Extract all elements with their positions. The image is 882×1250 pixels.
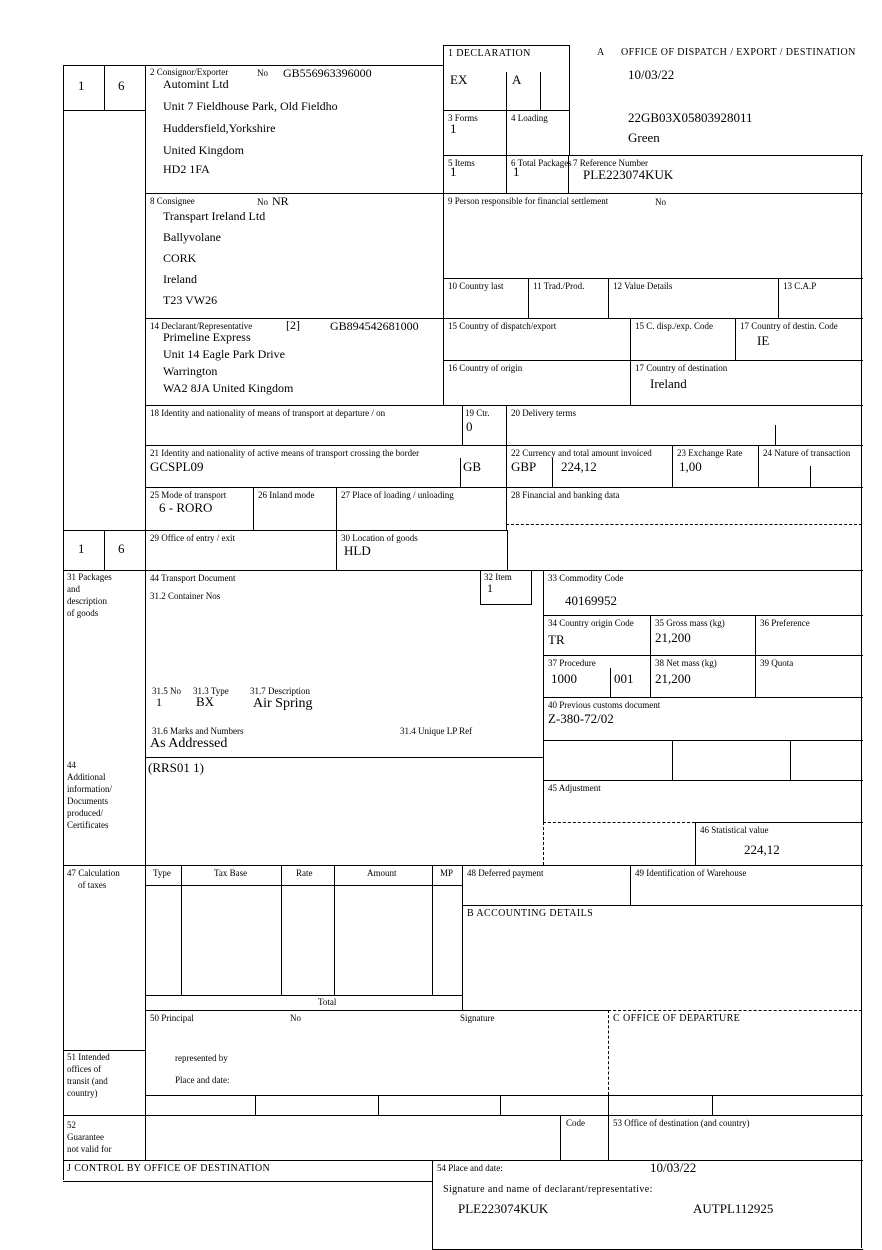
consignee-id: NR bbox=[272, 194, 289, 208]
box-31-4-label: 31.4 Unique LP Ref bbox=[400, 726, 473, 736]
box-41-supplementary-units bbox=[543, 740, 673, 781]
box-54-label: 54 Place and date: bbox=[437, 1163, 503, 1173]
declarant-address-line: Primeline Express bbox=[163, 330, 251, 344]
additional-information: (RRS01 1) bbox=[148, 760, 204, 775]
box-51-label-line: 51 Intended bbox=[67, 1052, 110, 1062]
box-15a-label: 15 C. disp./exp. Code bbox=[635, 321, 713, 331]
invoice-amount: 224,12 bbox=[561, 459, 597, 474]
box-1-label: 1 DECLARATION bbox=[448, 48, 531, 59]
item-number: 1 bbox=[487, 581, 493, 595]
box-53-label: 53 Office of destination (and country) bbox=[613, 1118, 750, 1128]
stamp-cell bbox=[378, 1095, 501, 1116]
box-52-label-line: Guarantee bbox=[67, 1132, 104, 1142]
left-rail bbox=[63, 110, 145, 531]
forms-count: 1 bbox=[450, 121, 457, 136]
box-9-label: 9 Person responsible for financial settlement bbox=[448, 196, 609, 206]
consignor-address-line: Unit 7 Fieldhouse Park, Old Fieldho bbox=[163, 99, 338, 113]
box-22-divider bbox=[552, 458, 553, 487]
consignee-address-line: Ballyvolane bbox=[163, 230, 221, 244]
box-30-label: 30 Location of goods bbox=[341, 533, 418, 543]
box-25-label: 25 Mode of transport bbox=[150, 490, 227, 500]
copy-number: 1 bbox=[78, 78, 85, 93]
tax-column-header: Rate bbox=[296, 868, 313, 878]
box-38-label: 38 Net mass (kg) bbox=[655, 658, 717, 668]
representative-code: [2] bbox=[286, 318, 300, 332]
exchange-rate: 1,00 bbox=[679, 459, 702, 474]
items-count: 1 bbox=[450, 164, 457, 179]
consignor-address-line: United Kingdom bbox=[163, 143, 244, 157]
box-43-vm-code bbox=[790, 740, 863, 781]
destination-country-code: IE bbox=[757, 333, 770, 348]
consignor-eori: GB556963396000 bbox=[283, 66, 372, 80]
previous-document: Z-380-72/02 bbox=[548, 711, 614, 726]
box-31-label-line: 31 Packages bbox=[67, 572, 112, 582]
section-b-label: B ACCOUNTING DETAILS bbox=[467, 908, 594, 919]
declarant-eori: GB894542681000 bbox=[330, 319, 419, 333]
box-20-divider bbox=[775, 425, 776, 445]
box-44-additional-info-area bbox=[145, 757, 544, 866]
box-31-label-line: and bbox=[67, 584, 80, 594]
box-3-label: 3 Forms bbox=[448, 113, 478, 123]
box-31-6-label: 31.6 Marks and Numbers bbox=[152, 726, 244, 736]
stamp-cell bbox=[145, 1095, 256, 1116]
dashed-line bbox=[543, 822, 695, 823]
box-27-label: 27 Place of loading / unloading bbox=[341, 490, 454, 500]
box-35-label: 35 Gross mass (kg) bbox=[655, 618, 725, 628]
box-24-divider bbox=[810, 466, 811, 487]
consignor-address-line: Automint Ltd bbox=[163, 77, 229, 91]
box-2-label: 2 Consignor/Exporter bbox=[150, 67, 229, 77]
box-31-label-line: of goods bbox=[67, 608, 99, 618]
procedure-code-2: 001 bbox=[614, 671, 634, 686]
tax-total-label: Total bbox=[318, 997, 337, 1007]
dispatch-date: 10/03/22 bbox=[628, 67, 675, 82]
box-31-2-label: 31.2 Container Nos bbox=[150, 591, 221, 601]
copy-cell-6 bbox=[104, 65, 146, 111]
consignee-address-line: CORK bbox=[163, 251, 197, 265]
statistical-value: 224,12 bbox=[744, 842, 780, 857]
packages-count: 1 bbox=[156, 695, 162, 709]
box-49-label: 49 Identification of Warehouse bbox=[635, 868, 747, 878]
stamp-cell bbox=[608, 1095, 713, 1116]
box-42-item-price bbox=[672, 740, 791, 781]
box-28-dashed-bottom bbox=[506, 524, 862, 525]
destination-country: Ireland bbox=[650, 376, 687, 391]
box-31-7-label: 31.7 Description bbox=[250, 686, 310, 696]
box-48-label: 48 Deferred payment bbox=[467, 868, 544, 878]
box-16-label: 16 Country of origin bbox=[448, 363, 523, 373]
box-52-label-line: not valid for bbox=[67, 1144, 112, 1154]
tax-column-header: Type bbox=[153, 868, 171, 878]
transport-mode: 6 - RORO bbox=[159, 500, 213, 515]
box-50-no-label: No bbox=[290, 1013, 301, 1023]
box-45-label: 45 Adjustment bbox=[548, 783, 601, 793]
section-a-letter: A bbox=[597, 47, 605, 58]
box-50-label: 50 Principal bbox=[150, 1013, 194, 1023]
consignor-address-line: Huddersfield,Yorkshire bbox=[163, 121, 276, 135]
box-33-label: 33 Commodity Code bbox=[548, 573, 624, 583]
gross-mass: 21,200 bbox=[655, 630, 691, 645]
net-mass: 21,200 bbox=[655, 671, 691, 686]
box-51-label-line: country) bbox=[67, 1088, 98, 1098]
box-47-label-line: of taxes bbox=[78, 880, 107, 890]
declarant-address-line: Unit 14 Eagle Park Drive bbox=[163, 347, 285, 361]
box-44-label-line: Additional bbox=[67, 772, 106, 782]
tax-table-header-line bbox=[145, 885, 462, 886]
section-c-label: C OFFICE OF DEPARTURE bbox=[613, 1013, 741, 1024]
section-j-label: J CONTROL BY OFFICE OF DESTINATION bbox=[67, 1163, 271, 1174]
box-17-label: 17 Country of destination bbox=[635, 363, 728, 373]
declarant-address-line: Warrington bbox=[163, 364, 218, 378]
box-47-tax-table bbox=[145, 865, 463, 1011]
box-44-label-line: produced/ bbox=[67, 808, 103, 818]
box-21-divider bbox=[460, 458, 461, 487]
transport-identity: GCSPL09 bbox=[150, 459, 204, 474]
commodity-code: 40169952 bbox=[565, 593, 617, 608]
box-15-label: 15 Country of dispatch/export bbox=[448, 321, 557, 331]
declarant-code: AUTPL112925 bbox=[693, 1201, 774, 1216]
stamp-cell bbox=[500, 1095, 609, 1116]
copy-number: 6 bbox=[118, 78, 125, 93]
goods-description: Air Spring bbox=[253, 696, 313, 711]
box-23-label: 23 Exchange Rate bbox=[677, 448, 743, 458]
box-46-label: 46 Statistical value bbox=[700, 825, 769, 835]
box-44-label-line: Documents bbox=[67, 796, 108, 806]
box-50-represented-label: represented by bbox=[175, 1053, 228, 1063]
routing-status: Green bbox=[628, 130, 660, 145]
box-4-label: 4 Loading bbox=[511, 113, 548, 123]
copy-number: 1 bbox=[78, 541, 85, 556]
box-31-5-label: 31.5 No bbox=[152, 686, 181, 696]
box-7-label: 7 Reference Number bbox=[573, 158, 648, 168]
copy-cell-6b bbox=[104, 530, 146, 571]
box-6-label: 6 Total Packages bbox=[511, 158, 572, 168]
procedure-code: 1000 bbox=[551, 671, 577, 686]
tax-column-header: Tax Base bbox=[214, 868, 248, 878]
box-1-divider bbox=[540, 72, 541, 110]
section-a-title: OFFICE OF DISPATCH / EXPORT / DESTINATION bbox=[621, 47, 856, 58]
tax-column-header: MP bbox=[440, 868, 454, 878]
box-37-divider bbox=[610, 668, 611, 697]
movement-reference-number: 22GB03X05803928011 bbox=[628, 110, 753, 125]
declarant-address-line: WA2 8JA United Kingdom bbox=[163, 381, 294, 395]
tax-column-header: Amount bbox=[367, 868, 397, 878]
declaration-type: EX bbox=[450, 72, 468, 87]
total-packages: 1 bbox=[513, 164, 520, 179]
box-26-label: 26 Inland mode bbox=[258, 490, 315, 500]
reference-number: PLE223074KUK bbox=[583, 167, 674, 182]
box-29-label: 29 Office of entry / exit bbox=[150, 533, 236, 543]
box-34-label: 34 Country origin Code bbox=[548, 618, 634, 628]
box-37-label: 37 Procedure bbox=[548, 658, 596, 668]
box-12-label: 12 Value Details bbox=[613, 281, 673, 291]
transport-nationality: GB bbox=[463, 459, 482, 474]
box-50-signature-label: Signature bbox=[460, 1013, 495, 1023]
box-11-label: 11 Trad./Prod. bbox=[533, 281, 585, 291]
box-51-label-line: transit (and bbox=[67, 1076, 108, 1086]
box-51-rail-top-line bbox=[63, 1050, 145, 1051]
stamp-cell bbox=[255, 1095, 379, 1116]
box-2-no-label: No bbox=[257, 68, 268, 78]
consignee-address-line: Ireland bbox=[163, 272, 197, 286]
package-type: BX bbox=[196, 694, 215, 709]
box-44-label-line: 44 bbox=[67, 760, 76, 770]
box-44-label-line: information/ bbox=[67, 784, 112, 794]
box-24-label: 24 Nature of transaction bbox=[763, 448, 851, 458]
box-52-code-label: Code bbox=[566, 1118, 585, 1128]
section-c-dashed-top bbox=[608, 1010, 862, 1011]
marks-and-numbers: As Addressed bbox=[150, 736, 228, 751]
consignee-address-line: T23 VW26 bbox=[163, 293, 218, 307]
box-5-label: 5 Items bbox=[448, 158, 475, 168]
box-47-label-line: 47 Calculation bbox=[67, 868, 120, 878]
box-51-label-line: offices of bbox=[67, 1064, 102, 1074]
consignee-address-line: Transpart Ireland Ltd bbox=[163, 209, 266, 223]
box-10-label: 10 Country last bbox=[448, 281, 504, 291]
box-1-divider bbox=[506, 72, 507, 110]
consignor-address-line: HD2 1FA bbox=[163, 162, 210, 176]
box-14-label: 14 Declarant/Representative bbox=[150, 321, 253, 331]
declaration-subtype: A bbox=[512, 72, 522, 87]
box-9-no-label: No bbox=[655, 197, 666, 207]
box-22-label: 22 Currency and total amount invoiced bbox=[511, 448, 652, 458]
goods-location: HLD bbox=[344, 543, 371, 558]
box-40-label: 40 Previous customs document bbox=[548, 700, 661, 710]
origin-country-code: TR bbox=[548, 632, 565, 647]
box-54-signature-label: Signature and name of declarant/representative: bbox=[443, 1184, 653, 1195]
stamp-cell bbox=[712, 1095, 863, 1116]
tax-table-total-line bbox=[145, 995, 462, 996]
box-21-label: 21 Identity and nationality of active means of transport crossing the border bbox=[150, 448, 420, 458]
box-52-guarantee bbox=[145, 1115, 561, 1161]
box-18-label: 18 Identity and nationality of means of transport at departure / on bbox=[150, 408, 386, 418]
section-b-accounting bbox=[462, 905, 863, 1011]
section-c-dashed-left bbox=[608, 1010, 609, 1095]
box-36-label: 36 Preference bbox=[760, 618, 810, 628]
box-52-label-line: 52 bbox=[67, 1120, 76, 1130]
container-flag: 0 bbox=[466, 419, 473, 434]
box-20-label: 20 Delivery terms bbox=[511, 408, 576, 418]
box-8-label: 8 Consignee bbox=[150, 196, 195, 206]
box-19-label: 19 Ctr. bbox=[465, 408, 490, 418]
box-39-label: 39 Quota bbox=[760, 658, 794, 668]
box-13-label: 13 C.A.P bbox=[783, 281, 817, 291]
box-44-transport-doc-label: 44 Transport Document bbox=[150, 573, 236, 583]
invoice-currency: GBP bbox=[511, 459, 537, 474]
box-31-label-line: description bbox=[67, 596, 107, 606]
box-17a-label: 17 Country of destin. Code bbox=[740, 321, 838, 331]
box-28-label: 28 Financial and banking data bbox=[511, 490, 620, 500]
copy-number: 6 bbox=[118, 541, 125, 556]
declaration-date: 10/03/22 bbox=[650, 1160, 697, 1175]
declarant-reference: PLE223074KUK bbox=[458, 1201, 549, 1216]
box-50-place-date-label: Place and date: bbox=[175, 1075, 230, 1085]
box-31-3-label: 31.3 Type bbox=[193, 686, 229, 696]
box-44-label-line: Certificates bbox=[67, 820, 109, 830]
box-8-no-label: No bbox=[257, 197, 268, 207]
box-32-label: 32 Item bbox=[484, 572, 512, 582]
